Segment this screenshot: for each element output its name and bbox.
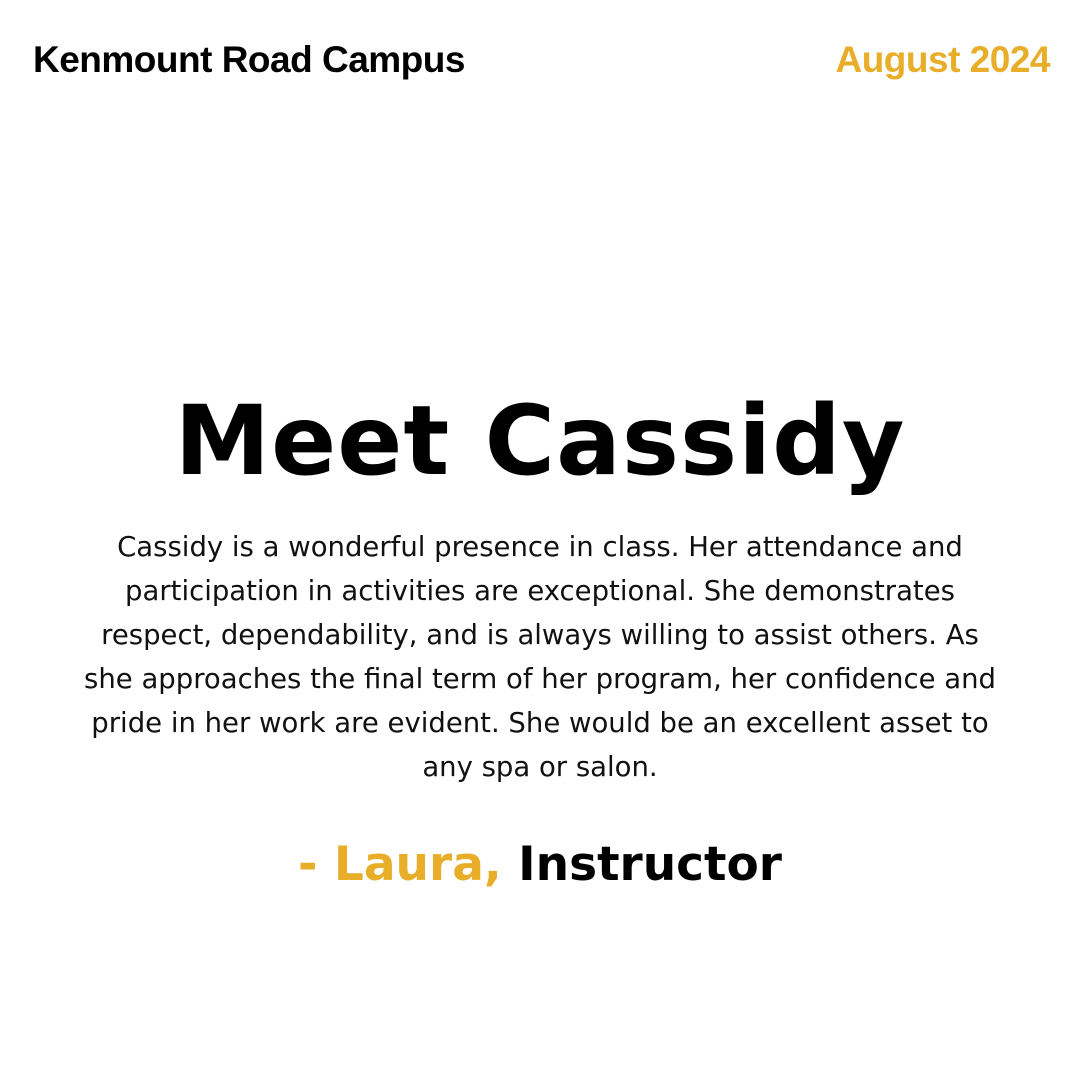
- signature-name: - Laura,: [298, 837, 502, 892]
- issue-date: August 2024: [835, 39, 1050, 80]
- signature: [0, 834, 1080, 896]
- campus-name: Kenmount Road Campus: [33, 39, 465, 80]
- page-title: Meet Cassidy: [174, 385, 906, 497]
- testimonial-text: Cassidy is a wonderful presence in class. Her attendance and participation in activities are exceptional. She demonstrates respect, dependability, and is always willing to assist others. As she approaches the final term of her program, her confidence and pride in her work are evident. She would be an excellent asset to any spa or salon.: [84, 531, 996, 783]
- signature-role: Instructor: [518, 837, 782, 892]
